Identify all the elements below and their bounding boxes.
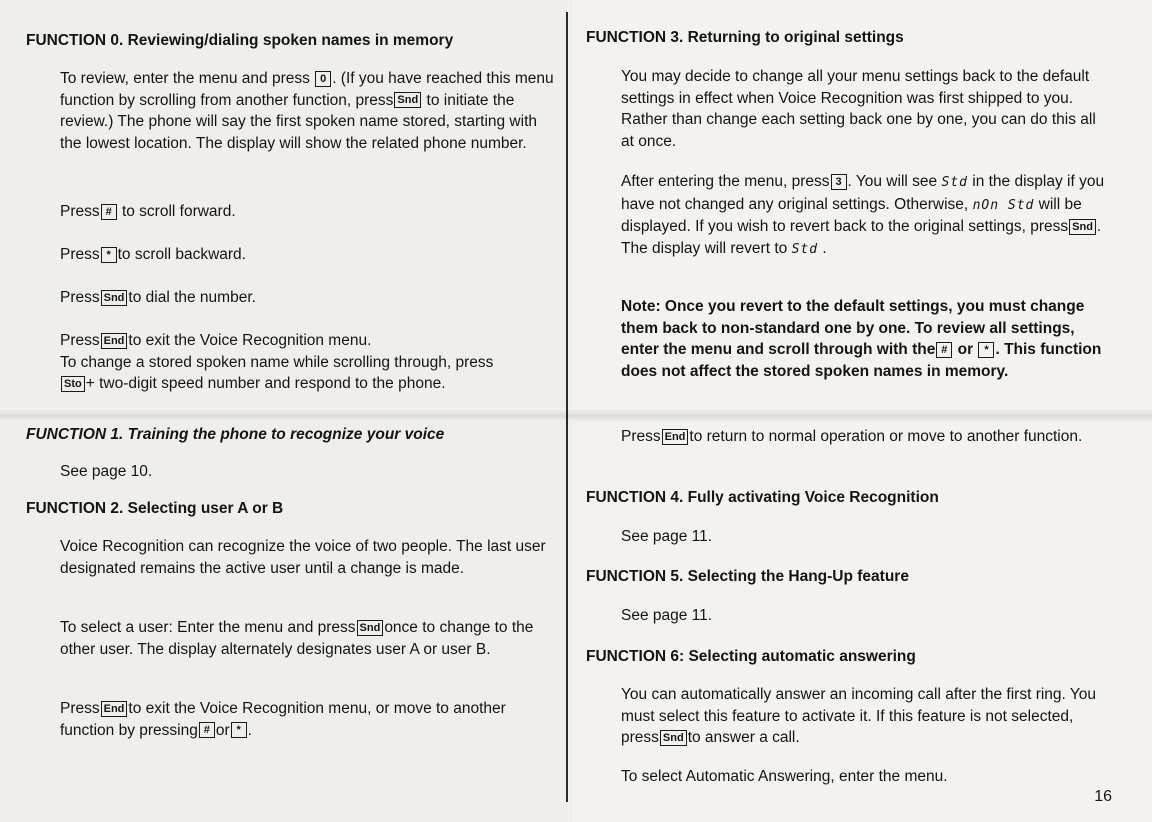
key-snd-icon: Snd <box>357 620 384 636</box>
function-6-paragraph-1: You can automatically answer an incoming call after the first ring. You must select this feature to activate it. If this feature is not selected, press Snd to answer a call. <box>621 686 1097 746</box>
function-2-paragraph-2: To select a user: Enter the menu and press Snd once to change to the other user. The display alternately designates user A or user B. <box>60 619 534 658</box>
key-end-icon: End <box>101 333 128 349</box>
function-2-paragraph-1: Voice Recognition can recognize the voice of two people. The last user designated remains the active user until a change is made. <box>60 538 546 577</box>
display-std: Std <box>941 175 968 190</box>
function-5-see-page: See page 11. <box>621 607 713 624</box>
function-2-paragraph-3: Press End to exit the Voice Recognition menu, or move to another function by pressing # or * . <box>60 700 506 739</box>
note-paragraph: Note: Once you revert to the default settings, you must change them back to non-standard one by one. To review all settings, enter the menu and scroll through with the # or * . This function does not affect the stored spoken names in memory. <box>621 298 1102 380</box>
function-3-paragraph-2: After entering the menu, press 3 . You will see Std in the display if you have not changed any original settings. Otherwise, nOn Std will be displayed. If you wish to revert back to the original settings, press Snd . The display will revert to Std . <box>621 173 1105 257</box>
dial-line: Press Snd to dial the number. <box>60 289 256 306</box>
key-snd-icon: Snd <box>1069 219 1096 235</box>
function-2-heading: FUNCTION 2. Selecting user A or B <box>26 500 284 517</box>
display-non-std: nOn Std <box>972 197 1035 213</box>
key-snd-icon: Snd <box>394 92 421 108</box>
exit-and-change-lines: Press End to exit the Voice Recognition menu. To change a stored spoken name while scrolling through, press Sto + two-digit speed number and respond to the phone. <box>60 332 494 392</box>
key-3-icon: 3 <box>831 174 847 190</box>
function-6-paragraph-2: To select Automatic Answering, enter the menu. <box>621 768 948 785</box>
function-0-paragraph: To review, enter the menu and press 0 . (If you have reached this menu function by scrolling from another function, press Snd to initiate the review.) The phone will say the first spoken name stored, starting with the lowest location. The display will show the related phone number. <box>60 70 554 152</box>
function-1-see-page: See page 10. <box>60 463 153 480</box>
function-3-heading: FUNCTION 3. Returning to original settings <box>586 29 904 46</box>
scroll-backward-line: Press * to scroll backward. <box>60 246 246 263</box>
display-std-2: Std <box>791 241 819 257</box>
key-end-icon: End <box>662 429 689 445</box>
key-hash-icon: # <box>936 342 952 358</box>
function-3-paragraph-1: You may decide to change all your menu settings back to the default settings in effect when Voice Recognition was first shipped to you. Rather than change each setting back one by one, you can do this all at once. <box>621 68 1096 150</box>
key-hash-icon: # <box>199 722 215 738</box>
function-6-heading: FUNCTION 6: Selecting automatic answering <box>586 648 916 665</box>
page-divider <box>566 12 568 802</box>
function-0-heading: FUNCTION 0. Reviewing/dialing spoken names in memory <box>26 32 454 49</box>
scroll-forward-line: Press # to scroll forward. <box>60 203 236 220</box>
key-hash-icon: # <box>101 204 117 220</box>
function-4-see-page: See page 11. <box>621 528 713 545</box>
key-sto-icon: Sto <box>61 376 85 392</box>
page-crease <box>0 408 1152 422</box>
key-end-icon: End <box>101 701 128 717</box>
key-0-icon: 0 <box>315 71 331 87</box>
function-4-heading: FUNCTION 4. Fully activating Voice Recognition <box>586 489 939 506</box>
key-star-icon: * <box>101 247 117 263</box>
key-star-icon: * <box>978 342 994 358</box>
function-1-heading: FUNCTION 1. Training the phone to recognize your voice <box>26 426 445 443</box>
key-star-icon: * <box>231 722 247 738</box>
page-number: 16 <box>1094 788 1112 805</box>
function-5-heading: FUNCTION 5. Selecting the Hang-Up feature <box>586 568 909 585</box>
key-snd-icon: Snd <box>660 730 687 746</box>
return-paragraph: Press End to return to normal operation or move to another function. <box>621 428 1083 445</box>
key-snd-icon: Snd <box>101 290 128 306</box>
